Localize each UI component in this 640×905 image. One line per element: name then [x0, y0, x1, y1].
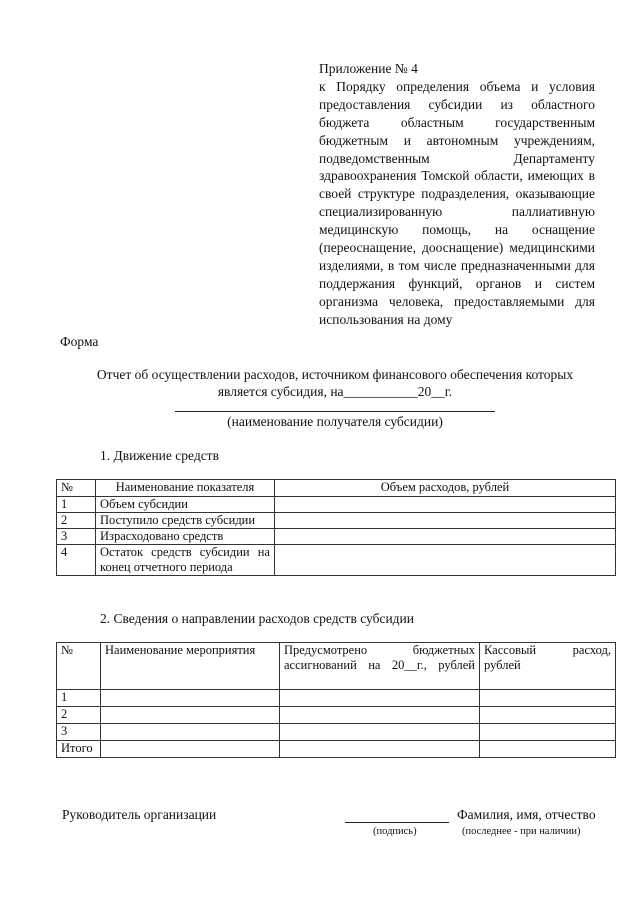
row-indicator: Израсходовано средств [96, 529, 275, 545]
row-cash-cell[interactable] [480, 724, 616, 741]
section-1-title: 1. Движение средств [100, 448, 219, 463]
row-number: 2 [57, 513, 96, 529]
expense-directions-table [56, 642, 616, 758]
row-number: 1 [57, 690, 101, 707]
signature-caption: (подпись) [373, 826, 417, 837]
column-header-indicator: Наименование показателя [96, 480, 275, 497]
column-header-budget: Предусмотрено бюджетных ассигнований на 20__г., рублей [280, 643, 480, 690]
appendix-block [319, 60, 595, 329]
row-event-cell[interactable] [101, 741, 280, 758]
recipient-caption: (наименование получателя субсидии) [227, 414, 443, 429]
table-row [57, 497, 616, 513]
row-total-label: Итого [57, 741, 101, 758]
table-header-row [57, 480, 616, 497]
table-row [57, 690, 616, 707]
row-cash-cell[interactable] [480, 707, 616, 724]
row-indicator: Поступило средств субсидии [96, 513, 275, 529]
funds-movement-table [56, 479, 616, 576]
signature-name-label: Фамилия, имя, отчество [457, 807, 596, 822]
row-cash-cell[interactable] [480, 741, 616, 758]
signature-line [345, 822, 449, 823]
column-header-number: № [57, 480, 96, 497]
section-2-title: 2. Сведения о направлении расходов средств субсидии [100, 611, 414, 626]
row-number: 3 [57, 724, 101, 741]
column-header-event: Наименование мероприятия [101, 643, 280, 690]
table-row-total [57, 741, 616, 758]
table-row [57, 724, 616, 741]
appendix-text: к Порядку определения объема и условия предоставления субсидии из областного бюджета областным государственным бюджетным и автономным учреждениям, подведомственным Департаменту здравоохранения Томской области, имеющих в своей структуре подразделения, оказывающие специализированную паллиативную медицинскую помощь, на оснащение (переоснащение, дооснащение) медицинскими изделиями, в том числе предназначенными для поддержания функций, органов и систем организма человека, предоставляемыми для использования на дому [319, 78, 595, 327]
row-expenses-cell[interactable] [275, 529, 616, 545]
row-number: 1 [57, 497, 96, 513]
table-row [57, 707, 616, 724]
table-row [57, 513, 616, 529]
form-label: Форма [60, 334, 99, 349]
row-event-cell[interactable] [101, 724, 280, 741]
column-header-cash: Кассовый расход, рублей [480, 643, 616, 690]
name-caption: (последнее - при наличии) [462, 826, 581, 837]
row-number: 3 [57, 529, 96, 545]
table-header-row [57, 643, 616, 690]
row-budget-cell[interactable] [280, 741, 480, 758]
table-row [57, 545, 616, 576]
report-title [60, 366, 610, 400]
row-budget-cell[interactable] [280, 707, 480, 724]
recipient-underline [175, 411, 495, 412]
row-expenses-cell[interactable] [275, 497, 616, 513]
row-event-cell[interactable] [101, 690, 280, 707]
column-header-number: № [57, 643, 101, 690]
row-indicator: Остаток средств субсидии на конец отчетного периода [96, 545, 275, 576]
row-expenses-cell[interactable] [275, 545, 616, 576]
row-number: 4 [57, 545, 96, 576]
row-event-cell[interactable] [101, 707, 280, 724]
row-indicator: Объем субсидии [96, 497, 275, 513]
signature-position: Руководитель организации [62, 807, 217, 822]
report-title-line-1: Отчет об осуществлении расходов, источником финансового обеспечения которых [96, 367, 574, 382]
appendix-title: Приложение № 4 [319, 61, 418, 76]
row-number: 2 [57, 707, 101, 724]
report-title-line-2: является субсидия, на___________20__г. [217, 384, 453, 399]
row-budget-cell[interactable] [280, 690, 480, 707]
table-row [57, 529, 616, 545]
row-expenses-cell[interactable] [275, 513, 616, 529]
row-budget-cell[interactable] [280, 724, 480, 741]
row-cash-cell[interactable] [480, 690, 616, 707]
column-header-expenses: Объем расходов, рублей [275, 480, 616, 497]
